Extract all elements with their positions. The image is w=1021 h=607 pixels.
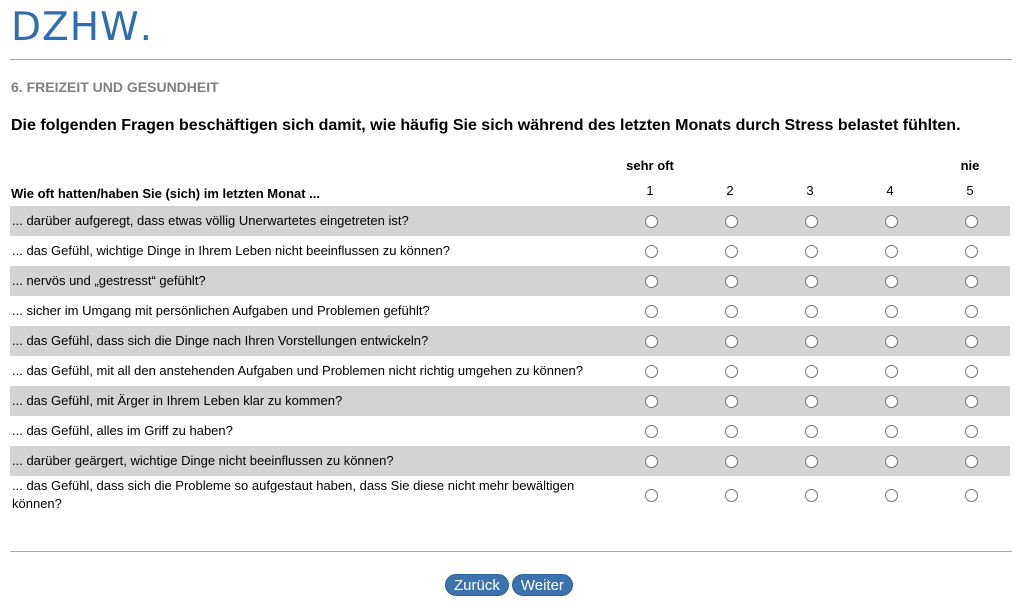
matrix-row [10, 296, 1010, 326]
radio-option-5[interactable] [965, 425, 978, 438]
radio-option-5[interactable] [965, 215, 978, 228]
radio-option-5[interactable] [965, 275, 978, 288]
question-title: Die folgenden Fragen beschäftigen sich damit, wie häufig Sie sich während des letzten Monats durch Stress belastet fühlten. [11, 117, 961, 134]
matrix-row [10, 266, 1010, 296]
radio-option-4[interactable] [885, 395, 898, 408]
matrix-row-label: ... nervös und „gestresst“ gefühlt? [12, 273, 206, 288]
radio-option-4[interactable] [885, 425, 898, 438]
logo-text: DZHW [11, 5, 140, 50]
radio-option-4[interactable] [885, 215, 898, 228]
radio-option-2[interactable] [725, 489, 738, 502]
radio-option-3[interactable] [805, 395, 818, 408]
radio-option-5[interactable] [965, 395, 978, 408]
logo-dot: . [139, 5, 154, 50]
radio-option-1[interactable] [645, 365, 658, 378]
radio-option-2[interactable] [725, 335, 738, 348]
back-button[interactable]: Zurück [445, 574, 509, 596]
radio-option-1[interactable] [645, 305, 658, 318]
radio-option-1[interactable] [645, 425, 658, 438]
scale-point-4: 4 [886, 183, 894, 198]
radio-option-4[interactable] [885, 305, 898, 318]
radio-option-4[interactable] [885, 335, 898, 348]
scale-right-anchor: nie [960, 158, 980, 173]
radio-option-1[interactable] [645, 275, 658, 288]
radio-option-3[interactable] [805, 489, 818, 502]
matrix-row [10, 446, 1010, 476]
radio-option-2[interactable] [725, 455, 738, 468]
scale-point-5: 5 [966, 183, 974, 198]
header-divider [10, 59, 1012, 60]
matrix-row [10, 236, 1010, 266]
radio-option-4[interactable] [885, 489, 898, 502]
scale-point-3: 3 [806, 183, 814, 198]
radio-option-5[interactable] [965, 305, 978, 318]
radio-option-4[interactable] [885, 365, 898, 378]
scale-point-1: 1 [646, 183, 654, 198]
radio-option-5[interactable] [965, 245, 978, 258]
matrix-row [10, 386, 1010, 416]
radio-option-2[interactable] [725, 275, 738, 288]
radio-option-2[interactable] [725, 395, 738, 408]
radio-option-5[interactable] [965, 455, 978, 468]
matrix-row [10, 326, 1010, 356]
radio-option-3[interactable] [805, 455, 818, 468]
radio-option-3[interactable] [805, 245, 818, 258]
radio-option-3[interactable] [805, 425, 818, 438]
radio-option-3[interactable] [805, 275, 818, 288]
radio-option-5[interactable] [965, 489, 978, 502]
radio-option-3[interactable] [805, 305, 818, 318]
radio-option-2[interactable] [725, 215, 738, 228]
matrix-row-label: ... das Gefühl, wichtige Dinge in Ihrem Leben nicht beeinflussen zu können? [12, 243, 450, 258]
matrix-row [10, 476, 1010, 514]
matrix-row-label: ... darüber geärgert, wichtige Dinge nicht beeinflussen zu können? [12, 453, 394, 468]
question-matrix [10, 206, 1010, 514]
footer-divider [10, 551, 1012, 552]
radio-option-2[interactable] [725, 425, 738, 438]
matrix-row-label: ... das Gefühl, alles im Griff zu haben? [12, 423, 233, 438]
radio-option-1[interactable] [645, 489, 658, 502]
radio-option-1[interactable] [645, 335, 658, 348]
radio-option-4[interactable] [885, 245, 898, 258]
next-button[interactable]: Weiter [512, 574, 573, 596]
matrix-row-label: ... das Gefühl, dass sich die Dinge nach Ihren Vorstellungen entwickeln? [12, 333, 429, 348]
radio-option-5[interactable] [965, 335, 978, 348]
radio-option-1[interactable] [645, 245, 658, 258]
matrix-row-label: ... darüber aufgeregt, dass etwas völlig Unerwartetes eingetreten ist? [12, 213, 409, 228]
scale-point-2: 2 [726, 183, 734, 198]
matrix-row-label: ... das Gefühl, mit all den anstehenden Aufgaben und Problemen nicht richtig umgehen zu können? [12, 363, 583, 378]
scale-left-anchor: sehr oft [626, 158, 674, 173]
radio-option-3[interactable] [805, 335, 818, 348]
matrix-row-label: ... sicher im Umgang mit persönlichen Aufgaben und Problemen gefühlt? [12, 303, 430, 318]
matrix-row [10, 206, 1010, 236]
radio-option-1[interactable] [645, 215, 658, 228]
radio-option-2[interactable] [725, 305, 738, 318]
radio-option-4[interactable] [885, 275, 898, 288]
radio-option-3[interactable] [805, 365, 818, 378]
radio-option-4[interactable] [885, 455, 898, 468]
section-title: 6. FREIZEIT UND GESUNDHEIT [11, 79, 219, 95]
navigation-buttons [445, 574, 573, 596]
row-header-label: Wie oft hatten/haben Sie (sich) im letzten Monat ... [11, 186, 321, 201]
radio-option-2[interactable] [725, 245, 738, 258]
matrix-row [10, 356, 1010, 386]
radio-option-1[interactable] [645, 455, 658, 468]
matrix-row [10, 416, 1010, 446]
radio-option-2[interactable] [725, 365, 738, 378]
radio-option-1[interactable] [645, 395, 658, 408]
radio-option-5[interactable] [965, 365, 978, 378]
dzhw-logo [11, 5, 154, 50]
matrix-row-label: ... das Gefühl, mit Ärger in Ihrem Leben klar zu kommen? [12, 393, 343, 408]
matrix-row-label: ... das Gefühl, dass sich die Probleme so aufgestaut haben, dass Sie diese nicht mehr bewältigen können? [12, 478, 575, 511]
radio-option-3[interactable] [805, 215, 818, 228]
